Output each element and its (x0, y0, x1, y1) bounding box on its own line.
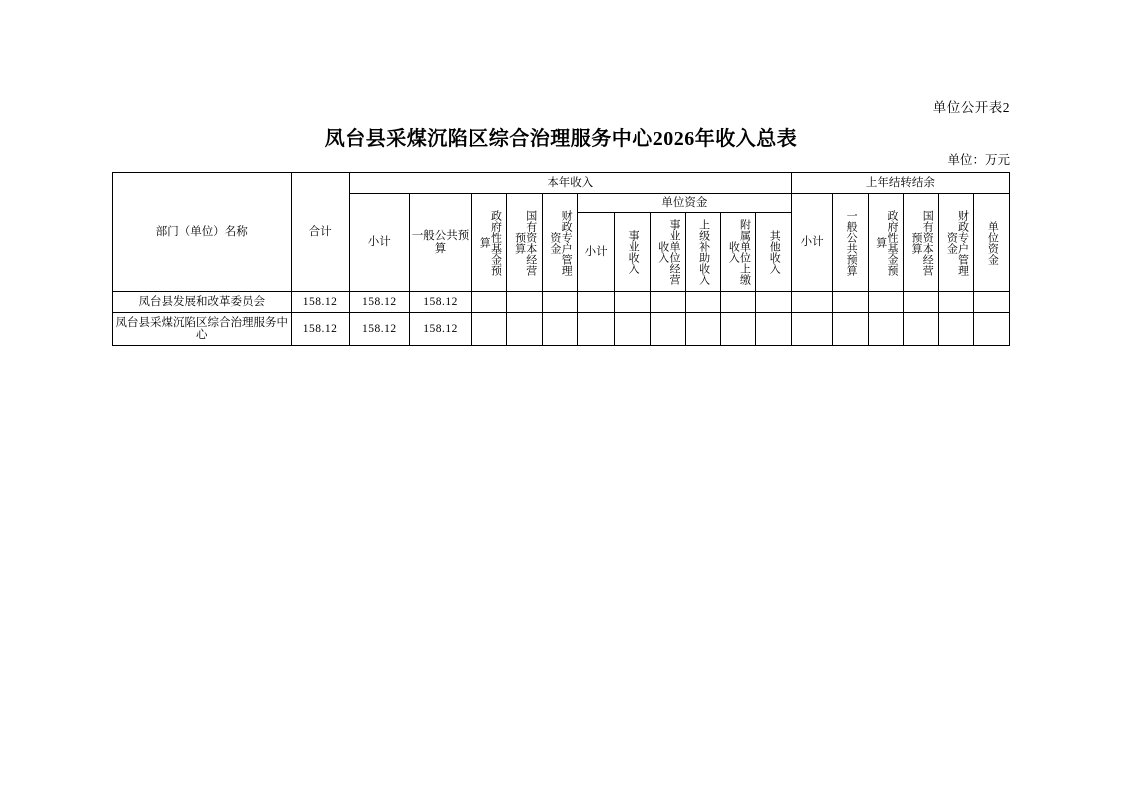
row-unit-fund-business (615, 313, 650, 346)
row-unit-fund-subtotal (577, 292, 614, 313)
form-code-label: 单位公开表2 (932, 100, 1010, 115)
row-current-general-public: 158.12 (409, 313, 471, 346)
row-carry-gov-fund (868, 313, 903, 346)
row-unit-fund-affiliated (721, 292, 756, 313)
header-group-current-year: 本年收入 (349, 173, 791, 194)
header-carry-fiscal-special: 财政专户管理资金 (939, 194, 974, 292)
income-summary-table (112, 172, 1010, 346)
row-unit-fund-business-mgmt (650, 292, 685, 313)
row-total: 158.12 (291, 313, 349, 346)
header-unit-fund-affiliated: 附属单位上缴收入 (721, 213, 756, 292)
header-unit-fund-superior-subsidy: 上级补助收入 (685, 213, 720, 292)
table-row (113, 292, 1010, 313)
header-unit-fund-business-mgmt: 事业单位经营收入 (650, 213, 685, 292)
header-current-soe-capital: 国有资本经营预算 (507, 194, 542, 292)
page-title: 凤台县采煤沉陷区综合治理服务中心2026年收入总表 (324, 128, 798, 150)
header-carry-soe-capital: 国有资本经营预算 (903, 194, 938, 292)
row-unit-fund-other (756, 313, 791, 346)
header-carry-general-public: 一般公共预算 (833, 194, 868, 292)
header-unit-fund-business: 事业收入 (615, 213, 650, 292)
row-carry-fiscal-special (939, 292, 974, 313)
row-carry-unit-fund (974, 313, 1010, 346)
row-current-fiscal-special (542, 313, 577, 346)
row-unit-fund-superior-subsidy (685, 313, 720, 346)
row-current-gov-fund (472, 313, 507, 346)
header-group-carryover: 上年结转结余 (791, 173, 1009, 194)
row-department-name: 凤台县发展和改革委员会 (113, 292, 292, 313)
row-current-soe-capital (507, 313, 542, 346)
header-department-name: 部门（单位）名称 (113, 173, 292, 292)
header-carry-subtotal: 小计 (791, 194, 833, 292)
row-carry-subtotal (791, 313, 833, 346)
row-unit-fund-other (756, 292, 791, 313)
row-unit-fund-business (615, 292, 650, 313)
row-current-subtotal: 158.12 (349, 292, 409, 313)
row-current-general-public: 158.12 (409, 292, 471, 313)
header-carry-unit-fund: 单位资金 (974, 194, 1010, 292)
row-total: 158.12 (291, 292, 349, 313)
row-unit-fund-affiliated (721, 313, 756, 346)
header-carry-gov-fund: 政府性基金预算 (868, 194, 903, 292)
header-current-gov-fund: 政府性基金预算 (472, 194, 507, 292)
row-unit-fund-subtotal (577, 313, 614, 346)
row-department-name: 凤台县采煤沉陷区综合治理服务中心 (113, 313, 292, 346)
header-unit-fund-subtotal: 小计 (577, 213, 614, 292)
row-carry-soe-capital (903, 313, 938, 346)
row-current-fiscal-special (542, 292, 577, 313)
header-current-fiscal-special: 财政专户管理资金 (542, 194, 577, 292)
header-total: 合计 (291, 173, 349, 292)
unit-note-label: 单位：万元 (947, 153, 1010, 167)
budget-table-container (112, 172, 1010, 346)
row-carry-gov-fund (868, 292, 903, 313)
header-current-subtotal: 小计 (349, 194, 409, 292)
table-row (113, 313, 1010, 346)
row-unit-fund-business-mgmt (650, 313, 685, 346)
row-current-gov-fund (472, 292, 507, 313)
row-carry-soe-capital (903, 292, 938, 313)
row-current-subtotal: 158.12 (349, 313, 409, 346)
row-carry-unit-fund (974, 292, 1010, 313)
row-carry-general-public (833, 292, 868, 313)
header-current-general-public: 一般公共预算 (409, 194, 471, 292)
header-unit-fund: 单位资金 (577, 194, 791, 213)
row-current-soe-capital (507, 292, 542, 313)
header-unit-fund-other: 其他收入 (756, 213, 791, 292)
row-carry-general-public (833, 313, 868, 346)
row-unit-fund-superior-subsidy (685, 292, 720, 313)
row-carry-subtotal (791, 292, 833, 313)
row-carry-fiscal-special (939, 313, 974, 346)
